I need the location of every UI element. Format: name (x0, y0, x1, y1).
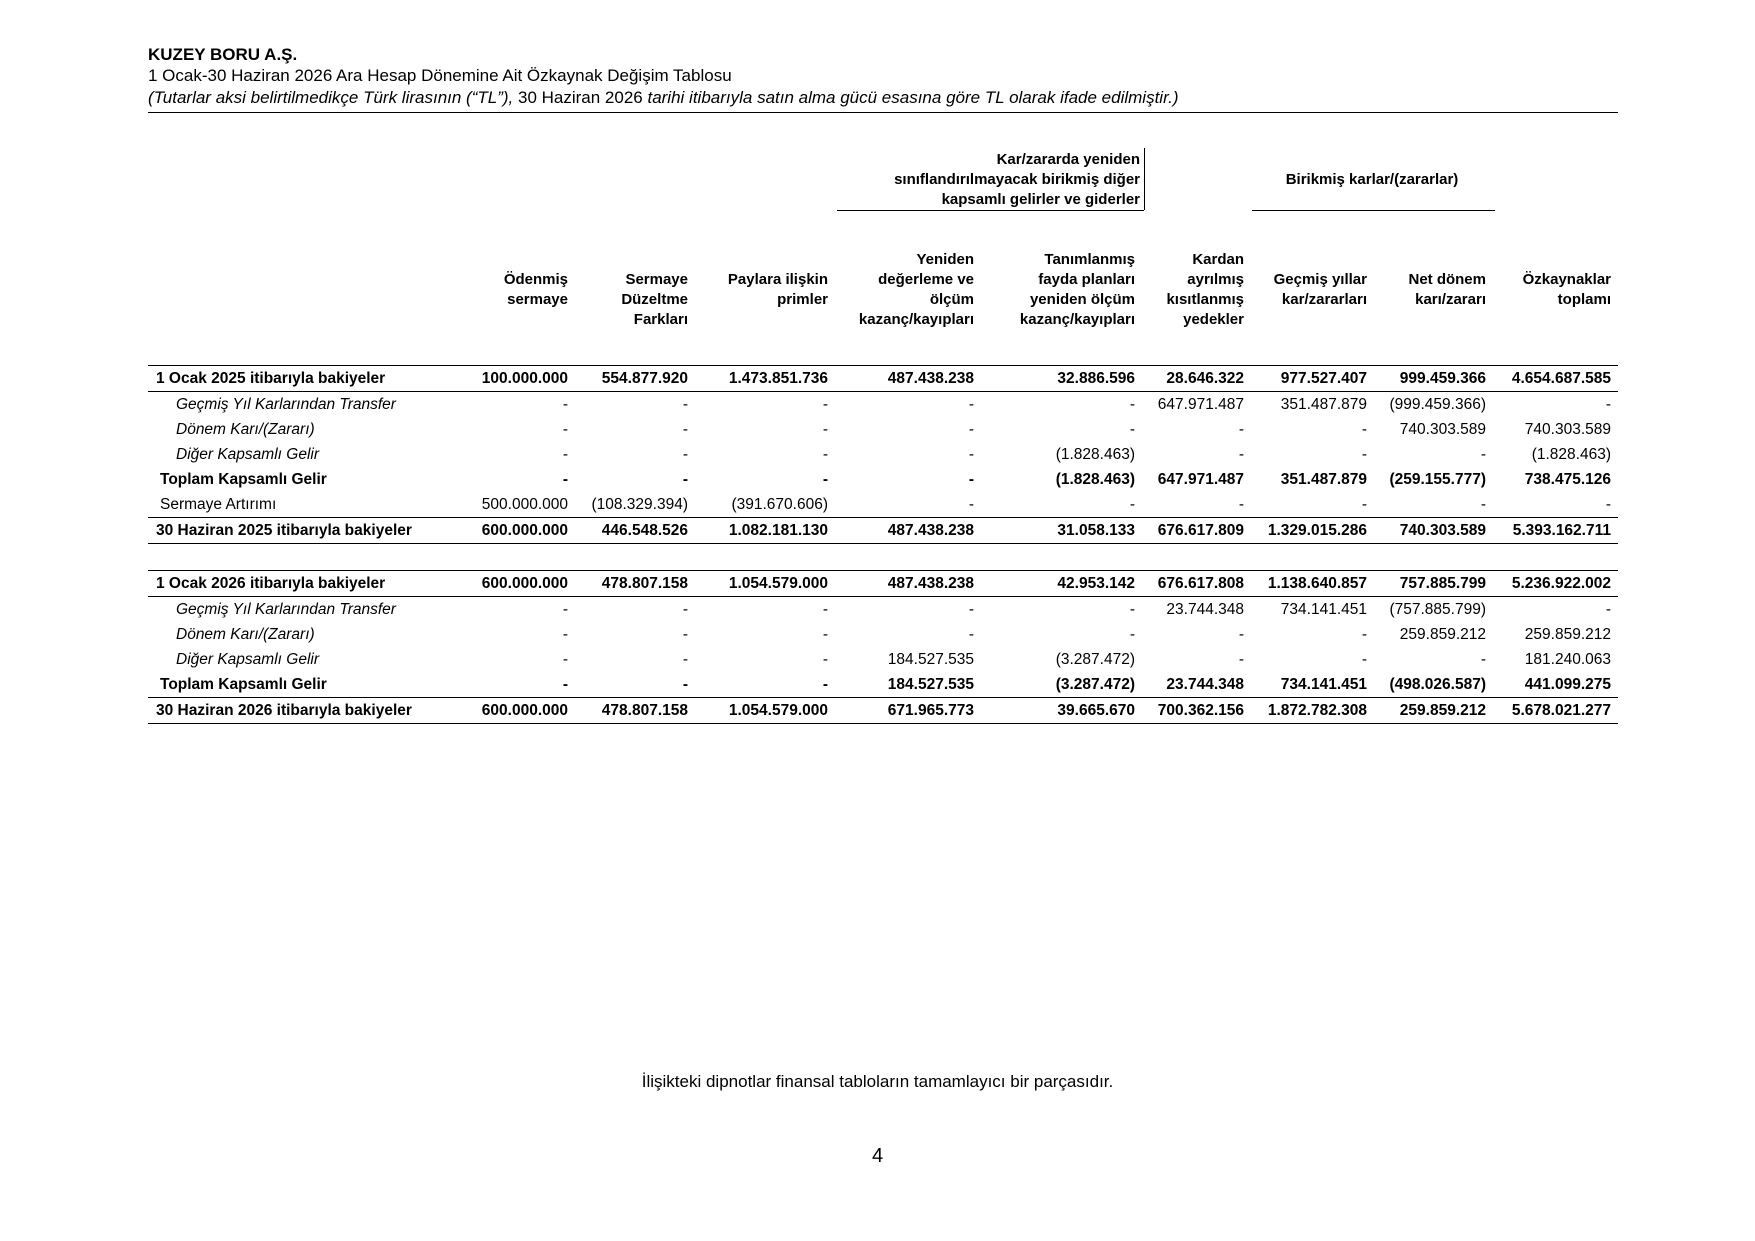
row-label: Geçmiş Yıl Karlarından Transfer (176, 396, 396, 413)
row-label: Toplam Kapsamlı Gelir (160, 471, 327, 488)
table-row (148, 647, 1618, 672)
cell-net-profit: - (1480, 496, 1486, 513)
cell-retained-earnings: - (1361, 496, 1367, 513)
cell-share-premium: - (822, 421, 828, 438)
column-header-line (1493, 310, 1611, 330)
cell-capital-adjustment: - (682, 421, 688, 438)
cell-share-premium: (391.670.606) (731, 496, 828, 513)
table-row (148, 518, 1618, 544)
column-header-line: ölçüm (929, 291, 974, 308)
cell-total-equity: 738.475.126 (1524, 471, 1611, 488)
cell-net-profit: 740.303.589 (1399, 421, 1486, 438)
column-header-line: Ödenmiş (503, 271, 568, 288)
statement-title: 1 Ocak-30 Haziran 2026 Ara Hesap Dönemine Ait Özkaynak Değişim Tablosu (148, 66, 732, 85)
column-header-line: kısıtlanmış (1166, 291, 1244, 308)
cell-net-profit: (757.885.799) (1389, 601, 1486, 618)
cell-defined-benefit-remeasurement: (1.828.463) (1055, 446, 1135, 463)
column-header-line (458, 250, 568, 270)
cell-revaluation-gains: - (968, 601, 974, 618)
cell-defined-benefit-remeasurement: - (1129, 421, 1135, 438)
column-header-restricted-reserves (1142, 250, 1244, 330)
cell-restricted-reserves: - (1238, 626, 1244, 643)
column-header-line (1493, 250, 1611, 270)
cell-total-equity: 181.240.063 (1524, 651, 1611, 668)
cell-revaluation-gains: 487.438.238 (835, 518, 981, 544)
column-header-line (695, 310, 828, 330)
cell-paid-capital: - (562, 676, 568, 693)
table-row (148, 417, 1618, 442)
column-header-line (1374, 310, 1486, 330)
cell-defined-benefit-remeasurement: - (1129, 601, 1135, 618)
cell-restricted-reserves: - (1238, 446, 1244, 463)
cell-net-profit: (498.026.587) (1389, 676, 1486, 693)
column-header-line: Kardan (1192, 251, 1244, 268)
column-header-net-profit (1374, 250, 1486, 330)
cell-revaluation-gains: - (968, 396, 974, 413)
cell-total-equity: 5.678.021.277 (1493, 698, 1618, 724)
cell-defined-benefit-remeasurement: 42.953.142 (981, 571, 1142, 597)
row-label: Dönem Karı/(Zararı) (176, 421, 315, 438)
cell-defined-benefit-remeasurement: (3.287.472) (1055, 651, 1135, 668)
row-label: Toplam Kapsamlı Gelir (160, 676, 327, 693)
cell-share-premium: 1.054.579.000 (695, 698, 835, 724)
table-row (148, 366, 1618, 392)
cell-capital-adjustment: 478.807.158 (575, 571, 695, 597)
cell-share-premium: - (822, 446, 828, 463)
row-label: 1 Ocak 2026 itibarıyla bakiyeler (148, 571, 458, 597)
table-row (148, 442, 1618, 467)
column-header-total-equity (1493, 250, 1611, 330)
row-label: 30 Haziran 2026 itibarıyla bakiyeler (148, 698, 458, 724)
currency-note-part3: tarihi itibarıyla satın alma gücü esasına göre TL olarak ifade edilmiştir.) (647, 88, 1179, 107)
cell-revaluation-gains: 487.438.238 (835, 571, 981, 597)
cell-restricted-reserves: 28.646.322 (1142, 366, 1251, 392)
row-label: 1 Ocak 2025 itibarıyla bakiyeler (148, 366, 458, 392)
column-header-line: Yeniden (916, 251, 974, 268)
cell-capital-adjustment: - (682, 446, 688, 463)
cell-restricted-reserves: - (1238, 421, 1244, 438)
cell-paid-capital: - (562, 446, 568, 463)
cell-share-premium: 1.473.851.736 (695, 366, 835, 392)
cell-paid-capital: 600.000.000 (458, 518, 575, 544)
column-header-line: fayda planları (1038, 271, 1135, 288)
currency-note-part1: (Tutarlar aksi belirtilmedikçe Türk lirasının (“TL”), (148, 88, 514, 107)
column-header-line: karı/zararı (1415, 291, 1486, 308)
cell-capital-adjustment: - (682, 471, 688, 488)
cell-capital-adjustment: - (682, 651, 688, 668)
cell-total-equity: - (1605, 396, 1611, 413)
column-header-revaluation-gains (835, 250, 974, 330)
table-row (148, 571, 1618, 597)
column-header-line (575, 250, 688, 270)
cell-capital-adjustment: - (682, 601, 688, 618)
column-header-capital-adjustment (575, 250, 688, 330)
cell-retained-earnings: 1.138.640.857 (1251, 571, 1374, 597)
column-header-line: ayrılmış (1187, 271, 1244, 288)
column-header-share-premium (695, 250, 828, 330)
cell-total-equity: 441.099.275 (1524, 676, 1611, 693)
column-header-line: kazanç/kayıpları (858, 311, 974, 328)
cell-share-premium: - (822, 626, 828, 643)
table-row (148, 672, 1618, 698)
cell-retained-earnings: 734.141.451 (1280, 601, 1367, 618)
cell-revaluation-gains: 671.965.773 (835, 698, 981, 724)
group-oci-underline (837, 210, 1144, 211)
cell-revaluation-gains: 184.527.535 (887, 651, 974, 668)
column-header-retained-earnings (1251, 250, 1367, 330)
cell-net-profit: (999.459.366) (1389, 396, 1486, 413)
table-row (148, 467, 1618, 492)
cell-total-equity: 259.859.212 (1524, 626, 1611, 643)
column-header-defined-benefit-remeasurement (981, 250, 1135, 330)
group-oci-divider (1144, 148, 1145, 210)
column-header-paid-capital (458, 250, 568, 330)
cell-revaluation-gains: 487.438.238 (835, 366, 981, 392)
cell-net-profit: - (1480, 446, 1486, 463)
table-spacer-row (148, 544, 1618, 571)
cell-capital-adjustment: 446.548.526 (575, 518, 695, 544)
cell-capital-adjustment: 554.877.920 (575, 366, 695, 392)
cell-capital-adjustment: (108.329.394) (591, 496, 688, 513)
cell-retained-earnings: 1.872.782.308 (1251, 698, 1374, 724)
cell-retained-earnings: - (1361, 626, 1367, 643)
column-header-line: Düzeltme (621, 291, 688, 308)
group-header-oci-line1: Kar/zararda yeniden (996, 151, 1140, 168)
table-row (148, 698, 1618, 724)
column-header-line: kazanç/kayıpları (1019, 311, 1135, 328)
cell-capital-adjustment: 478.807.158 (575, 698, 695, 724)
cell-restricted-reserves: 647.971.487 (1157, 471, 1244, 488)
group-retained-underline (1252, 210, 1495, 211)
cell-defined-benefit-remeasurement: - (1129, 626, 1135, 643)
cell-net-profit: - (1480, 651, 1486, 668)
cell-defined-benefit-remeasurement: 31.058.133 (981, 518, 1142, 544)
cell-defined-benefit-remeasurement: - (1129, 396, 1135, 413)
equity-changes-table (148, 365, 1618, 724)
cell-retained-earnings: 351.487.879 (1280, 396, 1367, 413)
table-row (148, 622, 1618, 647)
cell-restricted-reserves: - (1238, 496, 1244, 513)
cell-share-premium: - (822, 601, 828, 618)
cell-total-equity: - (1605, 496, 1611, 513)
cell-share-premium: - (822, 396, 828, 413)
column-header-line (1374, 250, 1486, 270)
cell-restricted-reserves: 676.617.809 (1142, 518, 1251, 544)
cell-share-premium: 1.054.579.000 (695, 571, 835, 597)
table-row (148, 392, 1618, 418)
column-header-line (1251, 250, 1367, 270)
cell-paid-capital: - (562, 601, 568, 618)
cell-capital-adjustment: - (682, 676, 688, 693)
row-label: Geçmiş Yıl Karlarından Transfer (176, 601, 396, 618)
cell-paid-capital: - (562, 396, 568, 413)
header-rule (148, 112, 1618, 113)
group-header-oci-line3: kapsamlı gelirler ve giderler (941, 191, 1140, 208)
cell-net-profit: 740.303.589 (1374, 518, 1493, 544)
cell-total-equity: 4.654.687.585 (1493, 366, 1618, 392)
row-label: Diğer Kapsamlı Gelir (176, 651, 319, 668)
cell-share-premium: 1.082.181.130 (695, 518, 835, 544)
cell-restricted-reserves: 23.744.348 (1166, 676, 1244, 693)
column-header-line: toplamı (1557, 291, 1611, 308)
cell-paid-capital: - (562, 471, 568, 488)
cell-retained-earnings: 351.487.879 (1280, 471, 1367, 488)
cell-restricted-reserves: 23.744.348 (1166, 601, 1244, 618)
row-label: 30 Haziran 2025 itibarıyla bakiyeler (148, 518, 458, 544)
column-header-line: yeniden ölçüm (1029, 291, 1135, 308)
column-header-line: sermaye (507, 291, 568, 308)
cell-paid-capital: - (562, 626, 568, 643)
column-header-line: Net dönem (1408, 271, 1486, 288)
cell-retained-earnings: - (1361, 421, 1367, 438)
cell-retained-earnings: 734.141.451 (1280, 676, 1367, 693)
cell-defined-benefit-remeasurement: 39.665.670 (981, 698, 1142, 724)
cell-retained-earnings: 977.527.407 (1251, 366, 1374, 392)
cell-restricted-reserves: - (1238, 651, 1244, 668)
cell-defined-benefit-remeasurement: (3.287.472) (1055, 676, 1135, 693)
column-header-line: primler (777, 291, 828, 308)
column-header-line: Farkları (633, 311, 688, 328)
currency-note (148, 87, 1618, 109)
cell-capital-adjustment: - (682, 396, 688, 413)
column-header-line: Geçmiş yıllar (1273, 271, 1367, 288)
cell-retained-earnings: - (1361, 651, 1367, 668)
column-header-line: Tanımlanmış (1044, 251, 1135, 268)
cell-defined-benefit-remeasurement: (1.828.463) (1055, 471, 1135, 488)
cell-capital-adjustment: - (682, 626, 688, 643)
group-header-oci-line2: sınıflandırılmayacak birikmiş diğer (894, 171, 1140, 188)
table-row (148, 492, 1618, 518)
cell-total-equity: 5.236.922.002 (1493, 571, 1618, 597)
cell-revaluation-gains: - (968, 446, 974, 463)
column-header-line: değerleme ve (878, 271, 974, 288)
cell-total-equity: 5.393.162.711 (1493, 518, 1618, 544)
cell-restricted-reserves: 700.362.156 (1142, 698, 1251, 724)
cell-net-profit: 259.859.212 (1399, 626, 1486, 643)
cell-total-equity: - (1605, 601, 1611, 618)
page-number: 4 (871, 1145, 884, 1167)
group-header-oci (840, 150, 1140, 210)
cell-revaluation-gains: - (968, 471, 974, 488)
cell-restricted-reserves: 676.617.808 (1142, 571, 1251, 597)
cell-share-premium: - (822, 651, 828, 668)
cell-share-premium: - (822, 471, 828, 488)
column-header-line: Sermaye (625, 271, 688, 288)
cell-paid-capital: 600.000.000 (458, 698, 575, 724)
row-label: Sermaye Artırımı (160, 496, 277, 513)
cell-defined-benefit-remeasurement: 32.886.596 (981, 366, 1142, 392)
cell-net-profit: 999.459.366 (1374, 366, 1493, 392)
cell-paid-capital: - (562, 421, 568, 438)
cell-share-premium: - (822, 676, 828, 693)
group-header-retained: Birikmiş karlar/(zararlar) (1285, 171, 1459, 188)
cell-total-equity: (1.828.463) (1531, 446, 1611, 463)
document-header (148, 45, 1618, 109)
cell-paid-capital: 100.000.000 (458, 366, 575, 392)
row-label: Dönem Karı/(Zararı) (176, 626, 315, 643)
column-header-line: kar/zararları (1281, 291, 1367, 308)
cell-paid-capital: - (562, 651, 568, 668)
cell-total-equity: 740.303.589 (1524, 421, 1611, 438)
cell-net-profit: 757.885.799 (1374, 571, 1493, 597)
cell-revaluation-gains: 184.527.535 (887, 676, 974, 693)
company-name: KUZEY BORU A.Ş. (148, 45, 298, 64)
column-header-line (695, 250, 828, 270)
cell-net-profit: 259.859.212 (1374, 698, 1493, 724)
column-header-line (458, 310, 568, 330)
column-header-line: Özkaynaklar (1522, 271, 1611, 288)
cell-revaluation-gains: - (968, 496, 974, 513)
cell-revaluation-gains: - (968, 421, 974, 438)
row-label: Diğer Kapsamlı Gelir (176, 446, 319, 463)
cell-restricted-reserves: 647.971.487 (1157, 396, 1244, 413)
cell-paid-capital: 500.000.000 (481, 496, 568, 513)
column-header-line (1251, 310, 1367, 330)
cell-net-profit: (259.155.777) (1389, 471, 1486, 488)
cell-paid-capital: 600.000.000 (458, 571, 575, 597)
footer-note: İlişikteki dipnotlar finansal tabloların tamamlayıcı bir parçasıdır. (641, 1072, 1114, 1091)
cell-retained-earnings: - (1361, 446, 1367, 463)
cell-defined-benefit-remeasurement: - (1129, 496, 1135, 513)
table-row (148, 597, 1618, 623)
currency-note-part2: 30 Haziran 2026 (513, 88, 648, 107)
column-header-line: Paylara ilişkin (727, 271, 828, 288)
cell-revaluation-gains: - (968, 626, 974, 643)
column-header-line: yedekler (1183, 311, 1244, 328)
cell-retained-earnings: 1.329.015.286 (1251, 518, 1374, 544)
